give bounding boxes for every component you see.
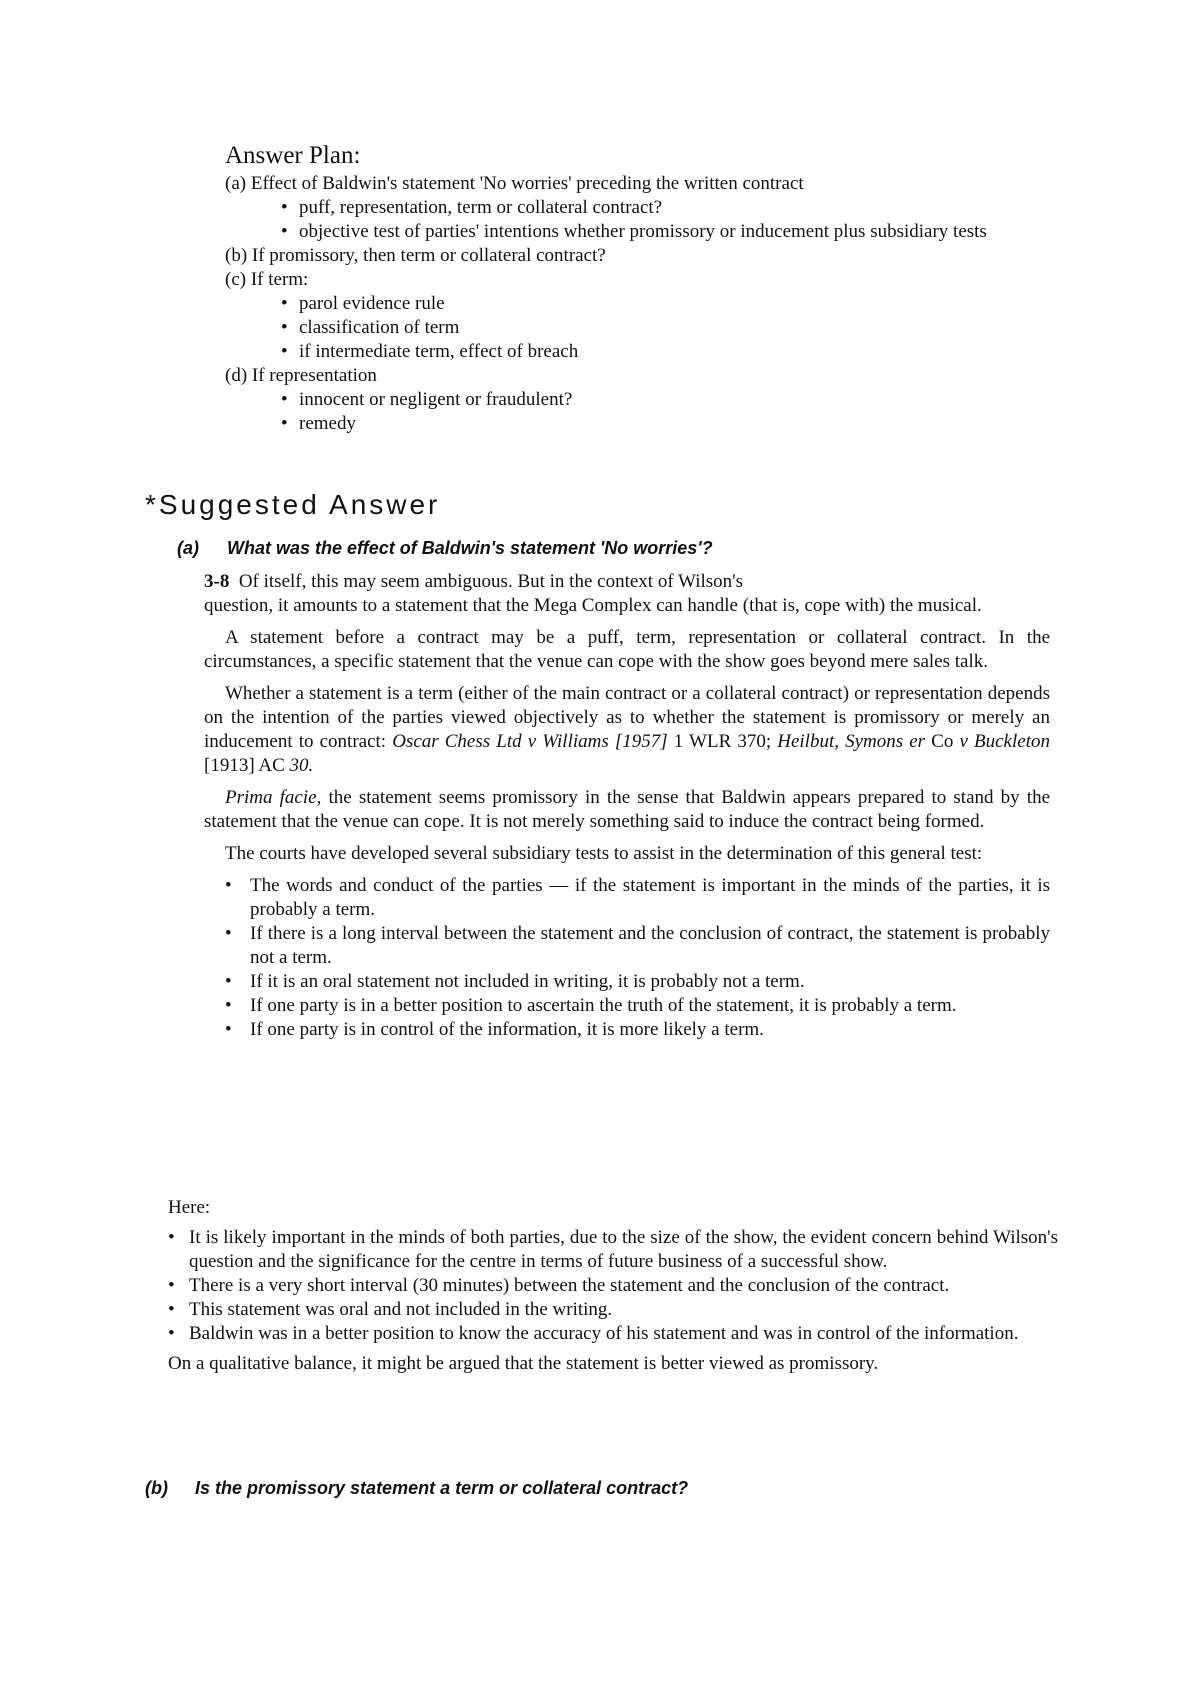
plan-c-item: • classification of term [281,316,1065,340]
plan-c-list [281,292,1065,364]
plan-item-c: (c) If term: [225,269,309,290]
answer-body [204,570,1050,1042]
plan-a-list [281,196,1065,244]
conclusion: On a qualitative balance, it might be argued that the statement is better viewed as promissory. [168,1353,879,1374]
prima-facie: Prima facie, [225,787,322,808]
question-a-text: What was the effect of Baldwin's statement 'No worries'? [227,538,713,558]
list-item: • This statement was oral and not included in the writing. [168,1298,1058,1322]
list-item: • The words and conduct of the parties — if the statement is important in the minds of the parties, it is probably a term. [225,874,1050,922]
answer-plan-title: Answer Plan: [225,142,361,169]
plan-item-a: (a) Effect of Baldwin's statement 'No worries' preceding the written contract [225,173,804,194]
application-section [168,1196,1058,1382]
case-heilbut: Heilbut, Symons er [777,731,926,752]
question-b-text: Is the promissory statement a term or collateral contract? [195,1478,689,1498]
plan-d-item: • innocent or negligent or fraudulent? [281,388,1065,412]
answer-plan [225,140,1065,436]
plan-d-item: • remedy [281,412,1065,436]
plan-c-item: • parol evidence rule [281,292,1065,316]
plan-a-item: • objective test of parties' intentions whether promissory or inducement plus subsidiary tests [281,220,1065,244]
application-list [168,1226,1058,1346]
plan-item-b: (b) If promissory, then term or collateral contract? [225,245,606,266]
subsidiary-tests-list [225,874,1050,1042]
list-item: • It is likely important in the minds of both parties, due to the size of the show, the evident concern behind Wilson's question and the significance for the centre in terms of future business of a successful show. [168,1226,1058,1274]
plan-c-item: • if intermediate term, effect of breach [281,340,1065,364]
paragraph-2: A statement before a contract may be a puff, term, representation or collateral contract. In the circumstances, a specific statement that the venue can cope with the show goes beyond mere sales talk. [204,627,1050,672]
paragraph-1-rest: question, it amounts to a statement that the Mega Complex can handle (that is, cope with) the musical. [204,595,982,616]
list-item: • If one party is in control of the information, it is more likely a term. [225,1018,1050,1042]
question-b-heading [145,1476,688,1500]
paragraph-5: The courts have developed several subsidiary tests to assist in the determination of this general test: [225,843,983,864]
plan-item-d: (d) If representation [225,365,377,386]
question-a-letter: (a) [177,538,199,558]
plan-a-item: • puff, representation, term or collateral contract? [281,196,1065,220]
list-item: • There is a very short interval (30 minutes) between the statement and the conclusion of the contract. [168,1274,1058,1298]
here-label: Here: [168,1197,211,1218]
case-oscar-chess: Oscar Chess Ltd v Williams [1957] [392,731,668,752]
question-a-heading [177,536,713,560]
plan-d-list [281,388,1065,436]
case-buckleton: v Buckleton [959,731,1050,752]
paragraph-1 [204,570,1050,618]
paragraph-1-first-line: Of itself, this may seem ambiguous. But in the context of Wilson's [238,571,743,592]
suggested-answer-heading: *Suggested Answer [145,489,441,520]
list-item: • Baldwin was in a better position to know the accuracy of his statement and was in control of the information. [168,1322,1058,1346]
list-item: • If it is an oral statement not included in writing, it is probably not a term. [225,970,1050,994]
list-item: • If one party is in a better position to ascertain the truth of the statement, it is probably a term. [225,994,1050,1018]
paragraph-number: 3-8 [204,571,230,592]
list-item: • If there is a long interval between the statement and the conclusion of contract, the statement is probably not a term. [225,922,1050,970]
paragraph-3: Whether a statement is a term (either of the main contract or a collateral contract) or representation depends on the intention of the parties viewed objectively as to whether the statement is promissory or merely an inducement to contract: Oscar Chess Ltd v Williams [1957] 1 WLR 370; Heilbut, Symons er Co v Buckleton [1913] AC 30. [204,683,1050,776]
paragraph-4: Prima facie, the statement seems promissory in the sense that Baldwin appears prepared to stand by the statement that the venue can cope. It is not merely something said to induce the contract being formed. [204,787,1050,832]
question-b-letter: (b) [145,1478,168,1498]
